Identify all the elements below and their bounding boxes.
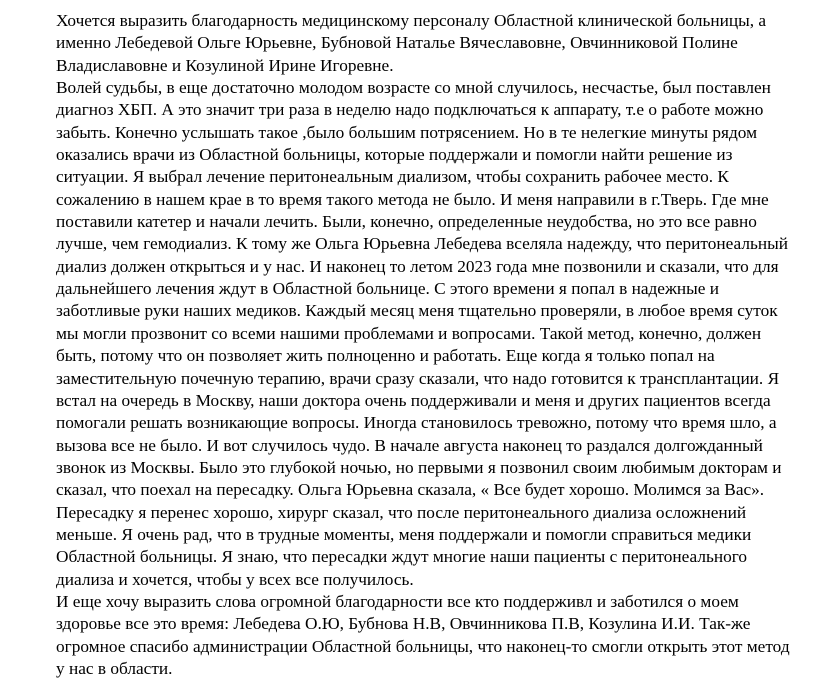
text-line: И еще хочу выразить слова огромной благодарности все кто поддерживл и заботился о моем xyxy=(56,591,739,611)
text-line: заботливые руки наших медиков. Каждый месяц меня тщательно проверяли, в любое время суток xyxy=(56,301,778,321)
text-line: диализа и хочется, чтобы у всех все получилось. xyxy=(56,569,414,589)
text-line: заместительную почечную терапию, врачи сразу сказали, что надо готовится к трансплантации. Я xyxy=(56,368,780,388)
text-line: дальнейшего лечения ждут в Областной больнице. С этого времени я попал в надежные и xyxy=(56,279,719,299)
text-line: Пересадку я перенес хорошо, хирург сказал, что после перитонеального диализа осложнений xyxy=(56,502,747,522)
letter-text xyxy=(56,10,832,680)
text-line: мы могли прозвонит со всеми нашими проблемами и вопросами. Такой метод, конечно, должен xyxy=(56,323,762,343)
text-line: Хочется выразить благодарность медицинскому персоналу Областной клинической больницы, а xyxy=(56,11,767,30)
text-line: Областной больницы. Я знаю, что пересадки ждут многие наши пациенты с перитонеального xyxy=(56,547,748,567)
text-line: Волей судьбы, в еще достаточно молодом возрасте со мной случилось, несчастье, был поставлен xyxy=(56,78,771,98)
text-line: меньше. Я очень рад, что в трудные моменты, меня поддержали и помогли справиться медики xyxy=(56,524,752,544)
text-line: встал на очередь в Москву, наши доктора очень поддерживали и меня и других пациентов всегда xyxy=(56,390,771,410)
text-line: лучше, чем гемодиализ. К тому же Ольга Юрьевна Лебедева вселяла надежду, что перитонеальный xyxy=(56,234,788,254)
text-line: у нас в области. xyxy=(56,658,173,678)
text-line: сказал, что поехал на пересадку. Ольга Юрьевна сказала, « Все будет хорошо. Молимся за Вас». xyxy=(56,480,765,500)
text-line: ситуации. Я выбрал лечение перитонеальным диализом, чтобы сохранить рабочее место. К xyxy=(56,167,729,187)
text-line: быть, потому что он позволяет жить полноценно и работать. Еще когда я только попал на xyxy=(56,346,715,366)
text-line: вызова все не было. И вот случилось чудо. В начале августа наконец то раздался долгожданный xyxy=(56,435,763,455)
text-line: здоровье все это время: Лебедева О.Ю, Бубнова Н.В, Овчинникова П.В, Козулина И.И. Так-же xyxy=(56,614,751,634)
text-line: помогали решать возникающие вопросы. Иногда становилось тревожно, потому что время шло, а xyxy=(56,413,777,433)
text-line: звонок из Москвы. Было это глубокой ночью, но первыми я позвонил своим любимым докторам и xyxy=(56,457,782,477)
text-line: диализ должен открыться и у нас. И наконец то летом 2023 года мне позвонили и сказали, что для xyxy=(56,256,779,276)
text-line: забыть. Конечно услышать такое ,было большим потрясением. Но в те нелегкие минуты рядом xyxy=(56,122,758,142)
text-line: оказались врачи из Областной больницы, которые поддержали и помогли найти решение из xyxy=(56,145,733,165)
text-line: сожалению в нашем крае в то время такого метода не было. И меня направили в г.Тверь. Где мне xyxy=(56,189,769,209)
text-line: именно Лебедевой Ольге Юрьевне, Бубновой Наталье Вячеславовне, Овчинниковой Полине xyxy=(56,33,738,53)
text-line: огромное спасибо администрации Областной больницы, что наконец-то смогли открыть этот метод xyxy=(56,636,790,656)
text-line: диагноз ХБП. А это значит три раза в неделю надо подключаться к аппарату, т.е о работе можно xyxy=(56,100,764,120)
text-line: поставили катетер и начали лечить. Были, конечно, определенные неудобства, но это все равно xyxy=(56,212,757,232)
text-line: Владиславовне и Козулиной Ирине Игоревне. xyxy=(56,55,394,75)
